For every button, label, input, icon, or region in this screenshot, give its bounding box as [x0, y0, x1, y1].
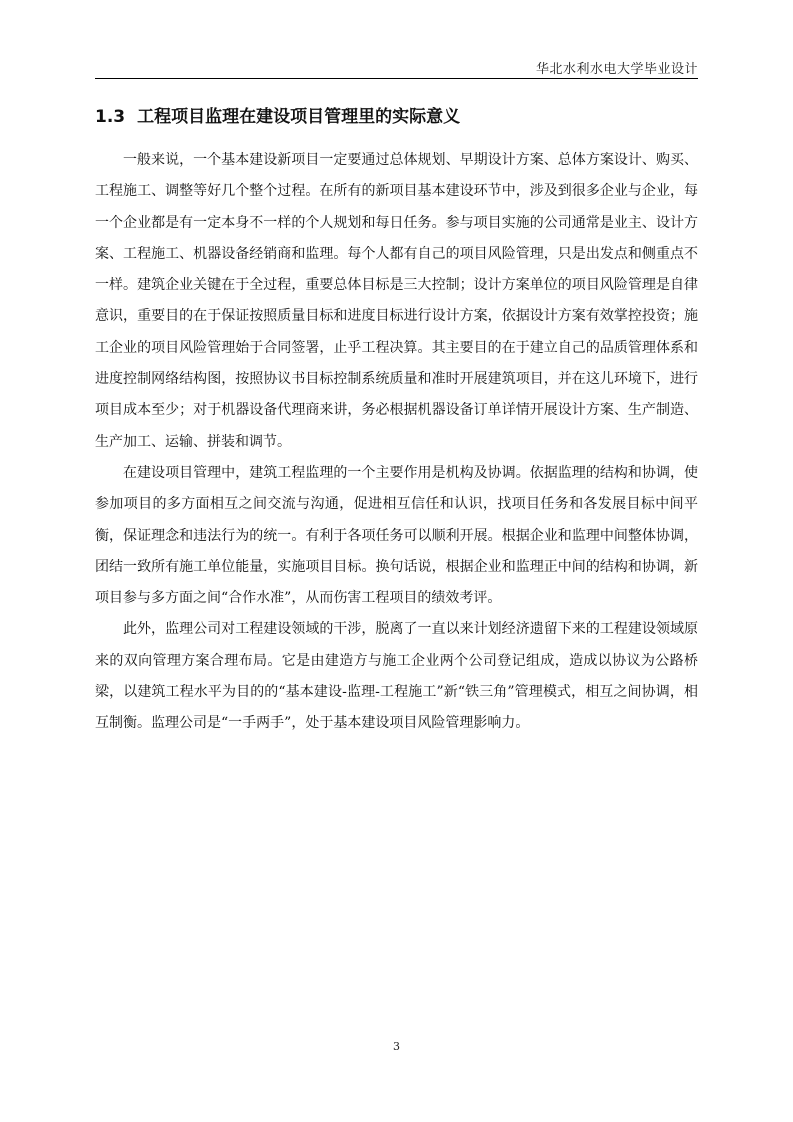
header-rule	[95, 78, 698, 79]
section-title: 工程项目监理在建设项目管理里的实际意义	[137, 107, 461, 127]
section-heading	[95, 102, 460, 127]
paragraph-1: 一般来说，一个基本建设新项目一定要通过总体规划、早期设计方案、总体方案设计、购买、工程施工、调整等好几个整个过程。在所有的新项目基本建设环节中，涉及到很多企业与企业，每一个企业都是有一定本身不一样的个人规划和每日任务。参与项目实施的公司通常是业主、设计方案、工程施工、机器设备经销商和监理。每个人都有自己的项目风险管理，只是出发点和侧重点不一样。建筑企业关键在于全过程，重要总体目标是三大控制；设计方案单位的项目风险管理是自律意识，重要目的在于保证按照质量目标和进度目标进行设计方案，依据设计方案有效掌控投资；施工企业的项目风险管理始于合同签署，止乎工程决算。其主要目的在于建立自己的品质管理体系和进度控制网络结构图，按照协议书目标控制系统质量和准时开展建筑项目，并在这儿环境下，进行项目成本至少；对于机器设备代理商来讲，务必根据机器设备订单详情开展设计方案、生产制造、生产加工、运输、拼装和调节。	[95, 152, 698, 450]
running-header: 华北水利水电大学毕业设计	[535, 62, 698, 77]
paragraph-3: 此外，监理公司对工程建设领域的干涉，脱离了一直以来计划经济遗留下来的工程建设领域原来的双向管理方案合理布局。它是由建造方与施工企业两个公司登记组成，造成以协议为公路桥梁，以建筑工程水平为目的的“基本建设-监理-工程施工”新“铁三角”管理模式，相互之间协调，相互制衡。监理公司是“一手两手”，处于基本建设项目风险管理影响力。	[95, 621, 698, 732]
body-text	[95, 145, 698, 740]
page-number: 3	[393, 1040, 400, 1053]
section-number: 1.3	[95, 107, 126, 127]
paragraph-2: 在建设项目管理中，建筑工程监理的一个主要作用是机构及协调。依据监理的结构和协调，使参加项目的多方面相互之间交流与沟通，促进相互信任和认识，找项目任务和各发展目标中间平衡，保证理念和违法行为的统一。有利于各项任务可以顺利开展。根据企业和监理中间整体协调，团结一致所有施工单位能量，实施项目目标。换句话说，根据企业和监理正中间的结构和协调，新项目参与多方面之间“合作水准”，从而伤害工程项目的绩效考评。	[95, 464, 698, 607]
